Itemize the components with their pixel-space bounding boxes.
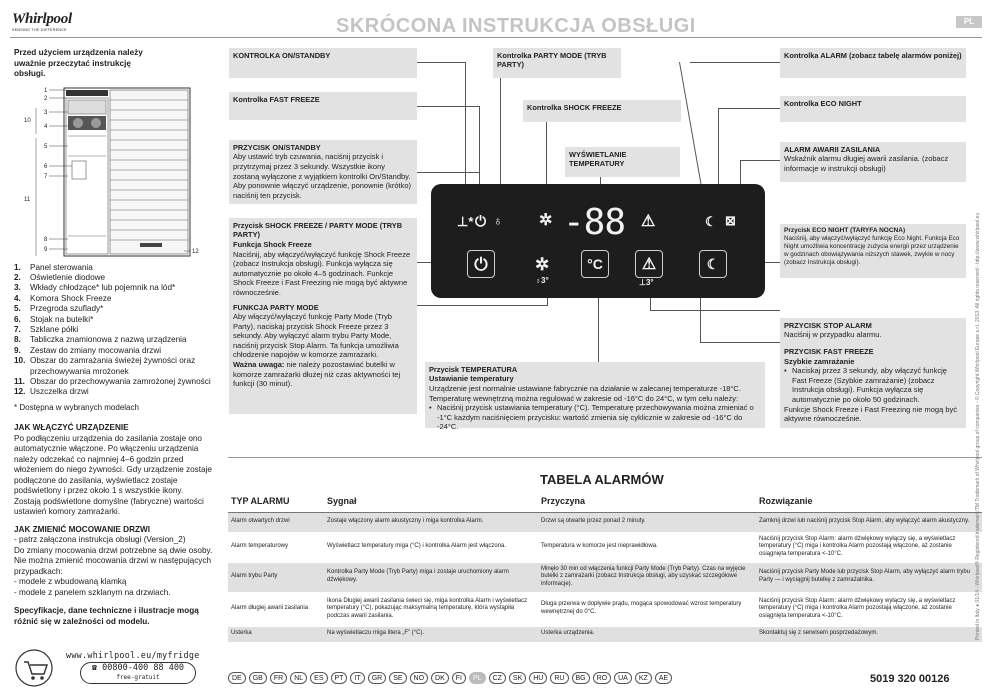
svg-text:4: 4 [44, 123, 48, 130]
fast-text: Funkcje Shock Freeze i Fast Freezing nie mogą być aktywne równocześnie. [784, 404, 957, 424]
stop-fast-box [780, 318, 966, 428]
fast-freeze-led-icon: ⊥* [457, 214, 474, 229]
list-item: 7. Szklane półki [14, 324, 79, 334]
temp-button-box [425, 362, 765, 432]
label-shock-led: Kontrolka SHOCK FREEZE [523, 100, 681, 122]
table-cell: Naciśnij przycisk Stop Alarm: alarm dźwiękowy wyłączy się, a wyświetlacz temperatury (°C) miga i kontrolka Alarm pozostają włączone, aż zostanie osiągnięta temperatura <-10°C. [756, 592, 982, 626]
bottle-icon: ♁ [535, 276, 541, 285]
door-text-4: - modele z panelem szklanym na drzwiach. [14, 587, 171, 597]
website-link[interactable]: www.whirlpool.eu/myfridge [66, 650, 200, 660]
onstandby-title: PRZYCISK ON/STANDBY [233, 143, 321, 152]
col-header-solution: Rozwiązanie [756, 492, 982, 512]
table-cell: Minęło 30 min od włączenia funkcji Party Mode (Tryb Party). Czas na wyjęcie butelki z zamrażarki (zobacz Instrukcja obsługi, aby uzyskać szczegółowe informacje). [538, 562, 756, 592]
col-header-signal: Sygnał [324, 492, 538, 512]
list-item: 8. Tabliczka znamionowa z nazwą urządzenia [14, 335, 187, 345]
svg-text:9: 9 [44, 246, 48, 253]
label-alarm-led: Kontrolka ALARM (zobacz tabelę alarmów poniżej) [780, 48, 966, 78]
eco-night-button[interactable] [699, 250, 727, 278]
party-title: FUNKCJA PARTY MODE [233, 302, 319, 312]
language-tag: NO [410, 672, 429, 684]
fast-bullet: • Naciskaj przez 3 sekundy, aby włączyć funkcję Fast Freeze (Szybkie zamrażanie) (zobacz Instrukcja obsługi). Funkcja wyłącza się automatycznie po około 50 godzinach. [784, 366, 947, 404]
power-alarm-box [780, 142, 966, 182]
list-item: 12. Uszczelka drzwi [14, 387, 89, 397]
table-cell: Alarm temperaturowy [228, 532, 324, 562]
language-tag: DK [431, 672, 449, 684]
intro-text: Przed użyciem urządzenia należy uważnie przeczytać instrukcję obsługi. [14, 48, 143, 78]
shock-button-box [229, 218, 417, 414]
contact-block [14, 648, 214, 688]
table-cell: Zostaje włączony alarm akustyczny i miga kontrolka Alarm. [324, 512, 538, 532]
alarm-table [228, 492, 982, 643]
table-row [228, 562, 982, 592]
onstandby-text: Aby ustawić tryb czuwania, naciśnij przycisk i przytrzymaj przez 3 sekundy. Wszystkie ikony zostaną wyłączone z wyjątkiem kontrolki On/Standby. Aby ponownie włączyć urządzenie, ponownie (krótko) naciśnij ten przycisk. [233, 152, 412, 200]
svg-text:5: 5 [44, 143, 48, 150]
list-item: 4. Komora Shock Freeze [14, 293, 112, 303]
party-icon-label: ♁3° [535, 276, 549, 285]
door-heading: JAK ZMIENIĆ MOCOWANIE DRZWI [14, 524, 150, 534]
stop-alarm-button[interactable] [635, 250, 663, 278]
temp-text: Urządzenie jest normalnie ustawiane fabrycznie na działanie w zalecanej temperaturze -18°C. Temperaturę wewnętrzną można regulować w zakresie od -16°C do 24°C, w tym celu należy: [429, 384, 741, 403]
language-tag: ES [310, 672, 327, 684]
shock-freeze-button[interactable]: ✲ [535, 255, 550, 274]
control-panel-display [431, 184, 765, 298]
label-onstandby-led: KONTROLKA ON/STANDBY [229, 48, 417, 78]
phone-note: free-gratuit [116, 674, 160, 681]
table-cell: Usterka [228, 626, 324, 642]
vertical-imprint: Printed in Italy ● 01/14 - Whirlpool® Registered trademark/TM Trademark of Whirlpool group of companies - © Copyright Whirlpool Europe s.r.l. 2013. All rights reserved - http://www.whirlpool.eu [975, 212, 981, 640]
table-row [228, 512, 982, 532]
label-fastfreeze-led: Kontrolka FAST FREEZE [229, 92, 417, 120]
table-divider [228, 457, 982, 458]
language-list [228, 672, 672, 684]
table-cell: Usterka urządzenia. [538, 626, 756, 642]
power-alarm-text: Wskaźnik alarmu długiej awarii zasilania. (zobacz informacje w instrukcji obsługi) [784, 154, 949, 174]
alarm-table-title: TABELA ALARMÓW [540, 472, 664, 487]
footnote: * Dostępna w wybranych modelach [14, 402, 139, 412]
cart-icon [14, 648, 58, 688]
fast-sub: Szybkie zamrażanie [784, 356, 855, 366]
eco-text: Naciśnij, aby włączyć/wyłączyć funkcję Eco Night. Funkcja Eco Night umożliwia koncentrację zużycia energii przez urządzenie w godzinach obowiązywania niższych stawek, zwykle w nocy (zobacz Instrukcja obsługi). [784, 235, 960, 266]
language-tag: NL [290, 672, 307, 684]
temp-sub: Ustawianie temperatury [429, 374, 514, 384]
table-cell: Wyświetlacz temperatury miga (°C) i kontrolka Alarm jest włączona. [324, 532, 538, 562]
door-text: - patrz załączona instrukcja obsługi (Version_2) [14, 535, 186, 545]
onstandby-button[interactable] [467, 250, 495, 278]
stop-title: PRZYCISK STOP ALARM [784, 321, 872, 330]
col-header-cause: Przyczyna [538, 492, 756, 512]
language-tag: FR [270, 672, 287, 684]
list-item: 1. Panel sterowania [14, 262, 93, 272]
table-row [228, 626, 982, 642]
eco-button-box [780, 224, 966, 278]
brand-tagline: SENSING THE DIFFERENCE [12, 28, 67, 33]
svg-text:1: 1 [44, 87, 48, 94]
table-cell: Alarm długiej awarii zasilania [228, 592, 324, 626]
fast-title: PRZYCISK FAST FREEZE [784, 347, 874, 357]
label-eco-led: Kontrolka ECO NIGHT [780, 96, 966, 122]
language-tag: FI [452, 672, 466, 684]
eco-night-led-icon: ☾ [705, 214, 717, 229]
door-text-3: - modele z wbudowaną klamką [14, 577, 127, 587]
shock-title: Przycisk SHOCK FREEZE / PARTY MODE (TRYB PARTY) [233, 221, 403, 240]
list-item: 9. Zestaw do zmiany mocowania drzwi [14, 345, 162, 355]
list-item: 2. Oświetlenie diodowe [14, 272, 106, 282]
freezer-diagram [14, 86, 214, 261]
celsius-label: °C [587, 256, 603, 272]
table-cell: Naciśnij przycisk Party Mode lub przycisk Stop Alarm, aby wyłączyć alarm trybu Party — i wyciągnij butelkę z zamrażalnika. [756, 562, 982, 592]
start-text: Po podłączeniu urządzenia do zasilania zostaje ono automatycznie włączone. Po włączeniu urządzenia należy odczekać co najmniej 4–6 godzin przed włożeniem do niego żywności. Gdy urządzenie zostaje podłączone do zasilania, wyświetlacz zostaje podświetlony i przez około 1 s wszystkie ikony. [14, 433, 212, 496]
phone-icon: ☎ [91, 663, 103, 673]
temperature-digits: -88 [563, 202, 626, 243]
onstandby-button-box [229, 140, 417, 204]
language-tag: SK [509, 672, 526, 684]
language-tag: KZ [635, 672, 652, 684]
list-item: 3. Wkłady chłodzące* lub pojemnik na lód* [14, 283, 176, 293]
parts-list [14, 263, 214, 398]
header-divider [10, 37, 982, 38]
table-cell: Ikona Długiej awarii zasilania świeci się, miga kontrolka Alarm i wyświetlacz temperatury (°C), pokazując maksymalną temperaturę, która wystąpiła podczas awarii zasilania. [324, 592, 538, 626]
table-cell: Drzwi są otwarte przez ponad 2 minuty. [538, 512, 756, 532]
left-column [14, 48, 214, 627]
list-item: 10. Obszar do zamrażania świeżej żywności oraz przechowywania mrożonek [14, 356, 196, 376]
list-item: 11. Obszar do przechowywania zamrożonej żywności [14, 376, 211, 386]
phone-number: 00800-400 88 400 [102, 663, 185, 673]
power-alarm-title: ALARM AWARII ZASILANIA [784, 145, 881, 154]
language-tag: RU [550, 672, 568, 684]
label-party-led: Kontrolka PARTY MODE (TRYB PARTY) [493, 48, 621, 78]
brand-name: Whirlpool [12, 11, 72, 27]
fast-freeze-button[interactable]: ⊥3° [639, 278, 654, 287]
language-tag: PL [469, 672, 486, 684]
party-text: Aby włączyć/wyłączyć funkcję Party Mode (Tryb Party), naciskaj przycisk Shock Freeze przez 3 sekundy. Aby wyłączyć alarm trybu Party Mode, naciśnij przycisk Stop Alarm. Ta funkcja umożliwia chłodzenie napojów w komorze zamrażarki. [233, 311, 399, 360]
svg-text:11: 11 [24, 196, 31, 203]
temperature-button[interactable] [581, 250, 609, 278]
table-cell: Skontaktuj się z serwisem posprzedażowym. [756, 626, 982, 642]
svg-text:8: 8 [44, 236, 48, 243]
power-led-icon: ⏻ [475, 213, 487, 229]
door-text-2: Do zmiany mocowania drzwi potrzebne są dwie osoby. Nie można zmienić mocowania drzwi w następujących przypadkach: [14, 545, 213, 576]
table-cell: Naciśnij przycisk Stop Alarm: alarm dźwiękowy wyłączy się, a wyświetlacz temperatury (°C) miga i kontrolka Alarm pozostają włączone, aż zostanie osiągnięta temperatura <-10°C. [756, 532, 982, 562]
language-tag: CZ [489, 672, 506, 684]
eco-title: Przycisk ECO NIGHT (TARYFA NOCNA) [784, 227, 906, 234]
stop-text: Naciśnij w przypadku alarmu. [784, 330, 882, 340]
svg-text:6: 6 [44, 163, 48, 170]
shock-led-icon: ✲ [539, 212, 553, 229]
fast-freeze-icon: ⊥ [639, 278, 646, 287]
shock-sub: Funkcja Shock Freeze [233, 239, 312, 249]
party-warning: Ważna uwaga: nie należy pozostawiać butelki w komorze zamrażarki dłużej niż czas aktywności tej funkcji (30 minut). [233, 359, 401, 389]
language-tag: BG [572, 672, 590, 684]
table-cell: Temperatura w komorze jest nieprawidłowa. [538, 532, 756, 562]
table-cell: Kontrolka Party Mode (Tryb Party) miga i zostaje uruchomiony alarm dźwiękowy. [324, 562, 538, 592]
brand-logo [12, 10, 72, 33]
document-code: 5019 320 00126 [870, 673, 950, 685]
language-tag: IT [350, 672, 364, 684]
language-tag: RO [593, 672, 612, 684]
table-cell: Zamknij drzwi lub naciśnij przycisk Stop Alarm, aby wyłączyć alarm akustyczny. [756, 512, 982, 532]
eco-night-icon: ☾ [706, 256, 720, 272]
temp-bullet: • Naciśnij przycisk ustawiania temperatury (°C). Temperaturę przechowywania można zmieniać o -1°C każdym naciśnięciem przycisku: wartość zmienia się cyklicznie w zakresie od -16°C do -24°C. [429, 403, 754, 432]
table-row [228, 532, 982, 562]
temp-title: Przycisk TEMPERATURA [429, 365, 518, 374]
alarm-led-icon: ⚠ [641, 213, 656, 230]
power-failure-led-icon: ⊠ [725, 213, 736, 228]
bottle-led-icon: ♁ [493, 213, 503, 228]
list-item: 5. Przegroda szuflady* [14, 304, 104, 314]
table-row [228, 592, 982, 626]
start-text-2: Zostają podświetlone domyślne (fabryczne) wartości ustawień komory zamrażarki. [14, 496, 204, 517]
language-tag: GB [249, 672, 267, 684]
spec-note: Specyfikacje, dane techniczne i ilustracje mogą różnić się w zależności od modelu. [14, 606, 199, 626]
svg-text:7: 7 [44, 173, 48, 180]
col-header-type: TYP ALARMU [228, 492, 324, 512]
language-tag: GR [368, 672, 387, 684]
alarm-icon: ⚠ [641, 256, 657, 273]
language-tag: AE [655, 672, 672, 684]
table-cell: Alarm trybu Party [228, 562, 324, 592]
language-tag: DE [228, 672, 246, 684]
svg-text:2: 2 [44, 95, 48, 102]
language-tag: HU [529, 672, 547, 684]
phone-box [80, 662, 196, 684]
shock-text: Naciśnij, aby włączyć/wyłączyć funkcję Shock Freeze (zobacz Instrukcja obsługi). Funkcja wyłącza się automatycznie po około 4–5 godzinach. Funkcje Shock Freeze i Fast Freezing nie mogą być aktywne równocześnie. [233, 249, 411, 297]
page-title: SKRÓCONA INSTRUKCJA OBSŁUGI [336, 15, 696, 37]
language-badge: PL [956, 16, 982, 28]
language-tag: PT [331, 672, 348, 684]
language-tag: SE [389, 672, 406, 684]
power-icon: ⏻ [474, 255, 488, 274]
svg-text:10: 10 [24, 117, 31, 124]
language-tag: UA [614, 672, 632, 684]
svg-text:12: 12 [192, 248, 199, 255]
start-heading: JAK WŁĄCZYĆ URZĄDZENIE [14, 423, 129, 433]
svg-text:3: 3 [44, 109, 48, 116]
list-item: 6. Stojak na butelki* [14, 314, 94, 324]
label-temp-display: WYŚWIETLANIE TEMPERATURY [565, 147, 680, 177]
table-cell: Alarm otwartych drzwi [228, 512, 324, 532]
table-cell: Na wyświetlaczu miga litera „F” (°C). [324, 626, 538, 642]
table-cell: Długa przerwa w dopływie prądu, mogąca spowodować wzrost temperatury wewnętrznej do 0°C. [538, 592, 756, 626]
